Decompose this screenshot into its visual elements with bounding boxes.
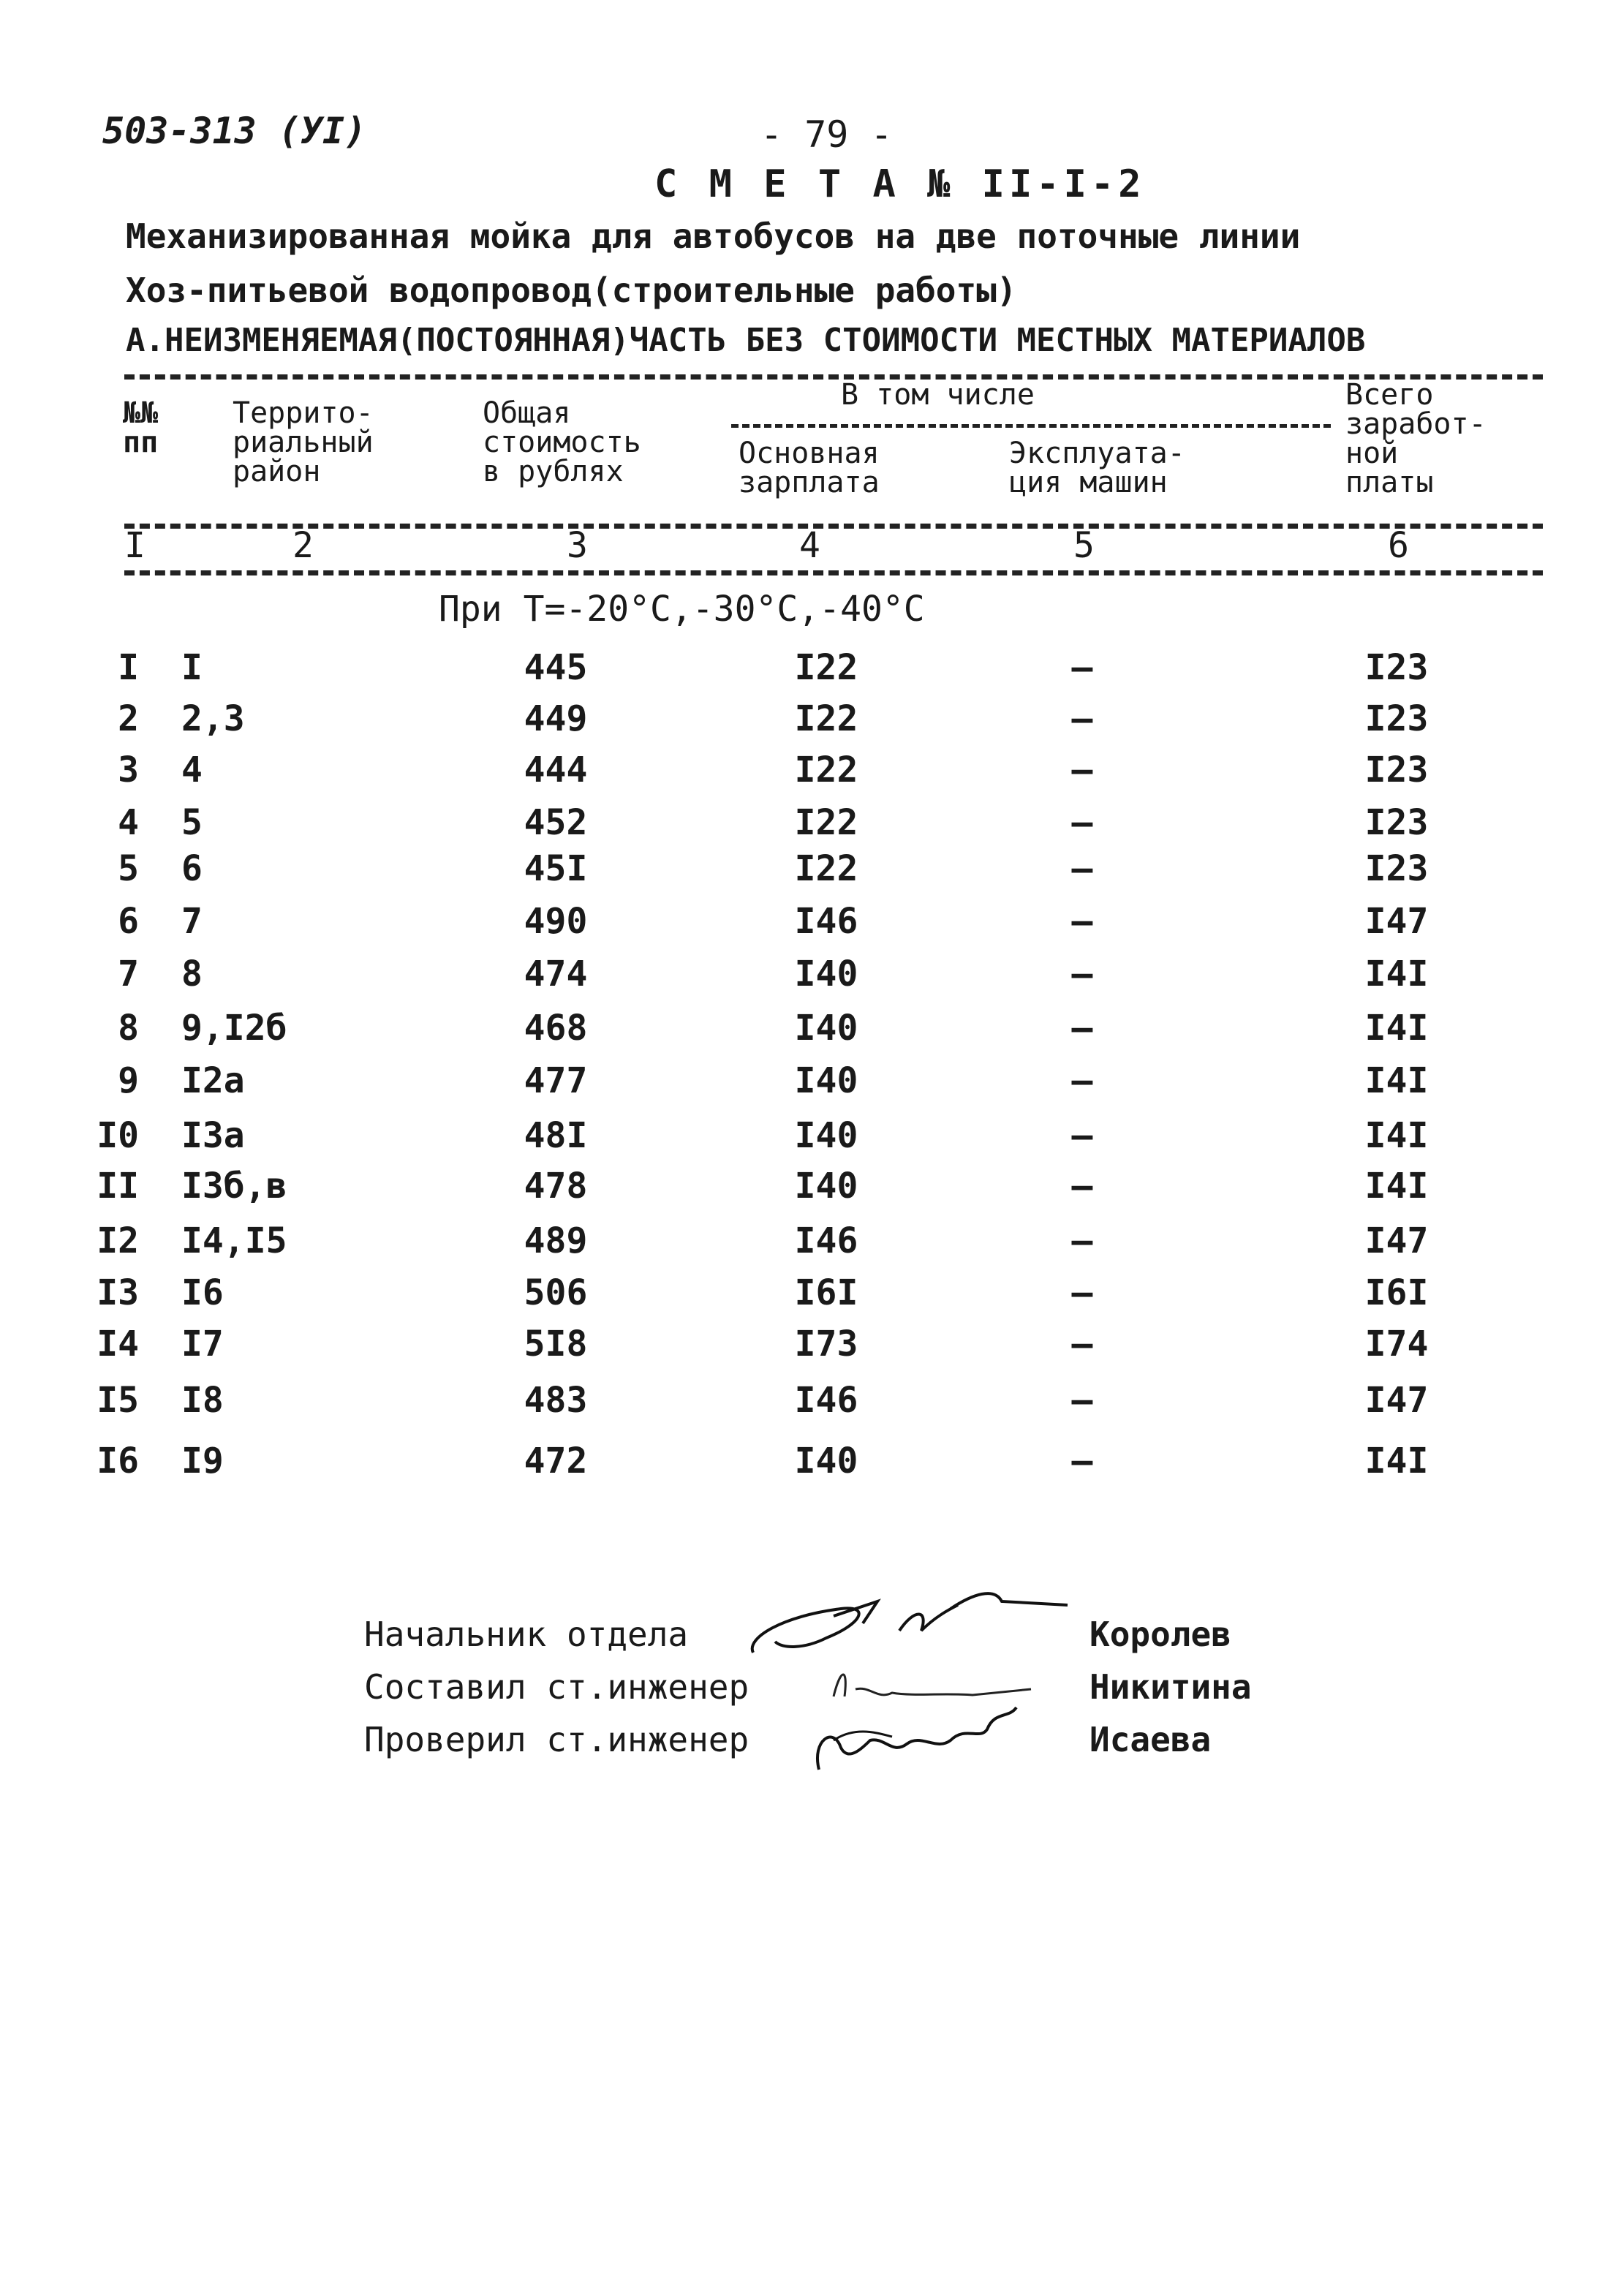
base-salary: I22 xyxy=(794,802,858,843)
base-salary: I46 xyxy=(794,1220,858,1261)
signature-name-2: Никитина xyxy=(1089,1667,1252,1707)
col-header-machines: Эксплуата- ция машин xyxy=(1009,437,1185,499)
machine-operation: – xyxy=(1071,647,1093,688)
territorial-region: I8 xyxy=(181,1380,224,1421)
base-salary: I40 xyxy=(794,1115,858,1156)
base-salary: I22 xyxy=(794,750,858,790)
subtitle-line-1: Механизированная мойка для автобусов на две поточные линии xyxy=(126,216,1301,256)
signature-name-1: Королев xyxy=(1089,1615,1231,1654)
row-number: 8 xyxy=(118,1008,139,1049)
col-number-1: I xyxy=(124,525,146,566)
territorial-region: 6 xyxy=(181,848,203,889)
total-salary: I74 xyxy=(1364,1324,1429,1364)
machine-operation: – xyxy=(1071,848,1093,889)
col-header-region: Террито- риальный район xyxy=(233,396,374,488)
total-salary: I4I xyxy=(1364,1060,1429,1101)
total-cost: 477 xyxy=(524,1060,588,1101)
machine-operation: – xyxy=(1071,1060,1093,1101)
col-header-including: В том числе xyxy=(841,378,1035,412)
temperature-condition: При Т=-20°С,-30°С,-40°С xyxy=(439,589,925,630)
subtitle-line-3: А.НЕИЗМЕНЯЕМАЯ(ПОСТОЯННАЯ)ЧАСТЬ БЕЗ СТОИМОСТИ МЕСТНЫХ МАТЕРИАЛОВ xyxy=(126,322,1366,359)
total-salary: I47 xyxy=(1364,901,1429,942)
machine-operation: – xyxy=(1071,954,1093,994)
handwritten-signature-1 xyxy=(739,1579,1075,1667)
total-cost: 478 xyxy=(524,1166,588,1207)
machine-operation: – xyxy=(1071,1008,1093,1049)
base-salary: I22 xyxy=(794,848,858,889)
total-cost: 449 xyxy=(524,698,588,739)
total-salary: I4I xyxy=(1364,1008,1429,1049)
territorial-region: 8 xyxy=(181,954,203,994)
base-salary: I40 xyxy=(794,1441,858,1481)
total-cost: 45I xyxy=(524,848,588,889)
machine-operation: – xyxy=(1071,1166,1093,1207)
machine-operation: – xyxy=(1071,1272,1093,1313)
total-salary: I47 xyxy=(1364,1380,1429,1421)
total-cost: 5I8 xyxy=(524,1324,588,1364)
machine-operation: – xyxy=(1071,750,1093,790)
subtitle-line-2: Хоз-питьевой водопровод(строительные работы) xyxy=(126,271,1017,310)
territorial-region: I4,I5 xyxy=(181,1220,287,1261)
row-number: 6 xyxy=(118,901,139,942)
total-salary: I23 xyxy=(1364,750,1429,790)
col-number-5: 5 xyxy=(1073,525,1095,566)
signature-role-2: Составил ст.инженер xyxy=(364,1667,749,1707)
total-salary: I23 xyxy=(1364,698,1429,739)
document-code: 503-313 (УI) xyxy=(102,110,367,152)
total-salary: I4I xyxy=(1364,1115,1429,1156)
col-header-num: №№ пп xyxy=(123,396,159,459)
row-number: 9 xyxy=(118,1060,139,1101)
total-salary: I23 xyxy=(1364,848,1429,889)
total-cost: 468 xyxy=(524,1008,588,1049)
total-cost: 452 xyxy=(524,802,588,843)
row-number: I6 xyxy=(97,1441,139,1481)
base-salary: I40 xyxy=(794,954,858,994)
total-salary: I6I xyxy=(1364,1272,1429,1313)
base-salary: I6I xyxy=(794,1272,858,1313)
machine-operation: – xyxy=(1071,1441,1093,1481)
territorial-region: I xyxy=(181,647,203,688)
total-salary: I47 xyxy=(1364,1220,1429,1261)
territorial-region: I2а xyxy=(181,1060,245,1101)
row-number: I2 xyxy=(97,1220,139,1261)
page-number: - 79 - xyxy=(760,113,893,156)
total-salary: I23 xyxy=(1364,802,1429,843)
total-cost: 472 xyxy=(524,1441,588,1481)
col-number-rule xyxy=(124,570,1543,575)
row-number: I0 xyxy=(97,1115,139,1156)
row-number: 2 xyxy=(118,698,139,739)
handwritten-signature-3 xyxy=(804,1696,1038,1777)
total-cost: 445 xyxy=(524,647,588,688)
row-number: I5 xyxy=(97,1380,139,1421)
territorial-region: I6 xyxy=(181,1272,224,1313)
base-salary: I46 xyxy=(794,1380,858,1421)
table-top-rule xyxy=(124,374,1543,380)
base-salary: I22 xyxy=(794,698,858,739)
base-salary: I73 xyxy=(794,1324,858,1364)
base-salary: I22 xyxy=(794,647,858,688)
territorial-region: 4 xyxy=(181,750,203,790)
row-number: I xyxy=(118,647,139,688)
signature-role-1: Начальник отдела xyxy=(364,1615,689,1654)
territorial-region: 5 xyxy=(181,802,203,843)
including-subrule xyxy=(731,424,1331,428)
row-number: 4 xyxy=(118,802,139,843)
base-salary: I40 xyxy=(794,1166,858,1207)
col-number-4: 4 xyxy=(799,525,820,566)
total-salary: I23 xyxy=(1364,647,1429,688)
total-salary: I4I xyxy=(1364,954,1429,994)
machine-operation: – xyxy=(1071,1324,1093,1364)
col-number-2: 2 xyxy=(292,525,314,566)
machine-operation: – xyxy=(1071,1380,1093,1421)
row-number: 7 xyxy=(118,954,139,994)
territorial-region: 7 xyxy=(181,901,203,942)
base-salary: I40 xyxy=(794,1008,858,1049)
total-cost: 490 xyxy=(524,901,588,942)
territorial-region: I7 xyxy=(181,1324,224,1364)
total-salary: I4I xyxy=(1364,1441,1429,1481)
machine-operation: – xyxy=(1071,901,1093,942)
machine-operation: – xyxy=(1071,698,1093,739)
row-number: 5 xyxy=(118,848,139,889)
signature-name-3: Исаева xyxy=(1089,1720,1212,1759)
machine-operation: – xyxy=(1071,802,1093,843)
machine-operation: – xyxy=(1071,1220,1093,1261)
territorial-region: 9,I2б xyxy=(181,1008,287,1049)
total-cost: 444 xyxy=(524,750,588,790)
col-number-3: 3 xyxy=(567,525,588,566)
col-header-salary: Основная зарплата xyxy=(739,437,880,499)
header-rule xyxy=(124,524,1543,529)
total-cost: 474 xyxy=(524,954,588,994)
col-header-total-salary: Всего заработ- ной платы xyxy=(1345,378,1487,499)
territorial-region: I3б,в xyxy=(181,1166,287,1207)
territorial-region: I9 xyxy=(181,1441,224,1481)
signature-role-3: Проверил ст.инженер xyxy=(364,1720,749,1759)
total-cost: 48I xyxy=(524,1115,588,1156)
territorial-region: I3а xyxy=(181,1115,245,1156)
col-header-total: Общая стоимость в рублях xyxy=(483,396,641,488)
col-number-6: 6 xyxy=(1388,525,1409,566)
row-number: 3 xyxy=(118,750,139,790)
estimate-title: С М Е Т А № II-I-2 xyxy=(654,162,1146,206)
row-number: II xyxy=(97,1166,139,1207)
total-cost: 483 xyxy=(524,1380,588,1421)
base-salary: I40 xyxy=(794,1060,858,1101)
base-salary: I46 xyxy=(794,901,858,942)
total-salary: I4I xyxy=(1364,1166,1429,1207)
total-cost: 506 xyxy=(524,1272,588,1313)
total-cost: 489 xyxy=(524,1220,588,1261)
row-number: I3 xyxy=(97,1272,139,1313)
machine-operation: – xyxy=(1071,1115,1093,1156)
row-number: I4 xyxy=(97,1324,139,1364)
territorial-region: 2,3 xyxy=(181,698,245,739)
